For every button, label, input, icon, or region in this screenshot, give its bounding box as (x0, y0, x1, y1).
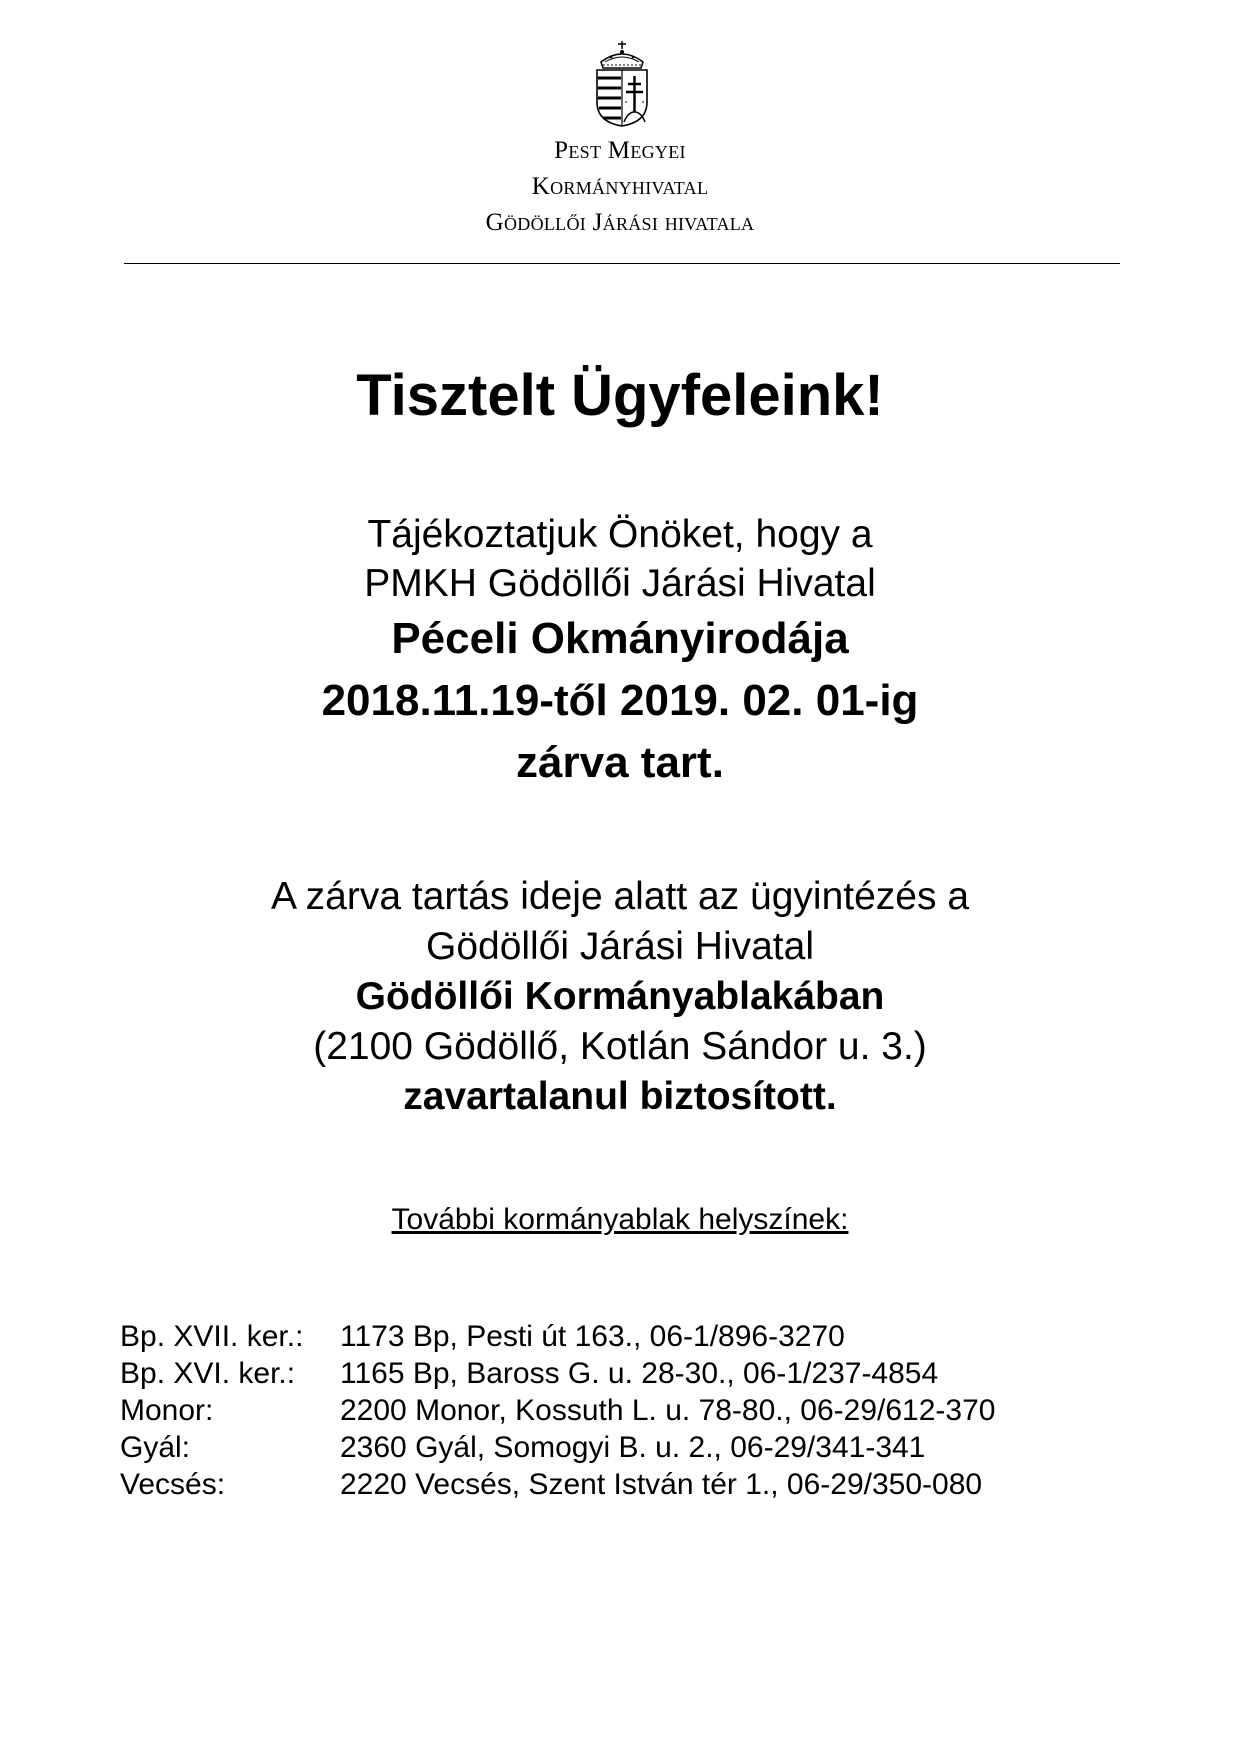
notice-line-1: Tájékoztatjuk Önöket, hogy a (367, 513, 873, 556)
location-address: 2220 Vecsés, Szent István tér 1., 06-29/350-080 (340, 1468, 983, 1501)
office-name (0, 133, 1240, 241)
more-locations-title: További kormányablak helyszínek: (391, 1203, 849, 1236)
locations-list (120, 1318, 1120, 1503)
location-address: 2200 Monor, Kossuth L. u. 78-80., 06-29/612-370 (340, 1394, 996, 1427)
notice-office-name: Péceli Okmányirodája (391, 614, 849, 663)
page-title: Tisztelt Ügyfeleink! (356, 363, 884, 428)
service-guarantee: zavartalanul biztosított. (403, 1075, 837, 1118)
list-item (120, 1392, 1120, 1429)
office-name-line-2: Kormányhivatal (531, 173, 709, 200)
location-address: 2360 Gyál, Somogyi B. u. 2., 06-29/341-341 (340, 1431, 926, 1464)
header-divider (124, 263, 1120, 264)
service-address: (2100 Gödöllő, Kotlán Sándor u. 3.) (313, 1025, 927, 1068)
notice-line-2: PMKH Gödöllői Járási Hivatal (364, 562, 876, 605)
location-address: 1165 Bp, Baross G. u. 28-30., 06-1/237-4854 (340, 1357, 939, 1390)
service-line-2: Gödöllői Járási Hivatal (425, 925, 814, 968)
location-name: Gyál: (120, 1431, 191, 1464)
list-item (120, 1355, 1120, 1392)
location-name: Vecsés: (120, 1468, 226, 1501)
location-name: Monor: (120, 1394, 214, 1427)
service-office-name: Gödöllői Kormányablakában (355, 975, 885, 1018)
service-line-1: A zárva tartás ideje alatt az ügyintézés a (270, 875, 970, 918)
closure-notice (0, 510, 1240, 794)
location-name: Bp. XVII. ker.: (120, 1320, 304, 1353)
office-name-line-1: Pest Megyei (554, 137, 686, 164)
location-address: 1173 Bp, Pesti út 163., 06-1/896-3270 (340, 1320, 845, 1353)
location-name: Bp. XVI. ker.: (120, 1357, 296, 1390)
hungarian-coat-of-arms-icon (587, 40, 657, 128)
list-item (120, 1318, 1120, 1355)
notice-closure-dates: 2018.11.19-től 2019. 02. 01-ig (321, 676, 919, 725)
alternative-service-notice (0, 872, 1240, 1122)
list-item (120, 1429, 1120, 1466)
notice-closed-text: zárva tart. (516, 738, 724, 787)
list-item (120, 1466, 1120, 1503)
office-name-line-3: Gödöllői Járási hivatala (485, 209, 755, 236)
